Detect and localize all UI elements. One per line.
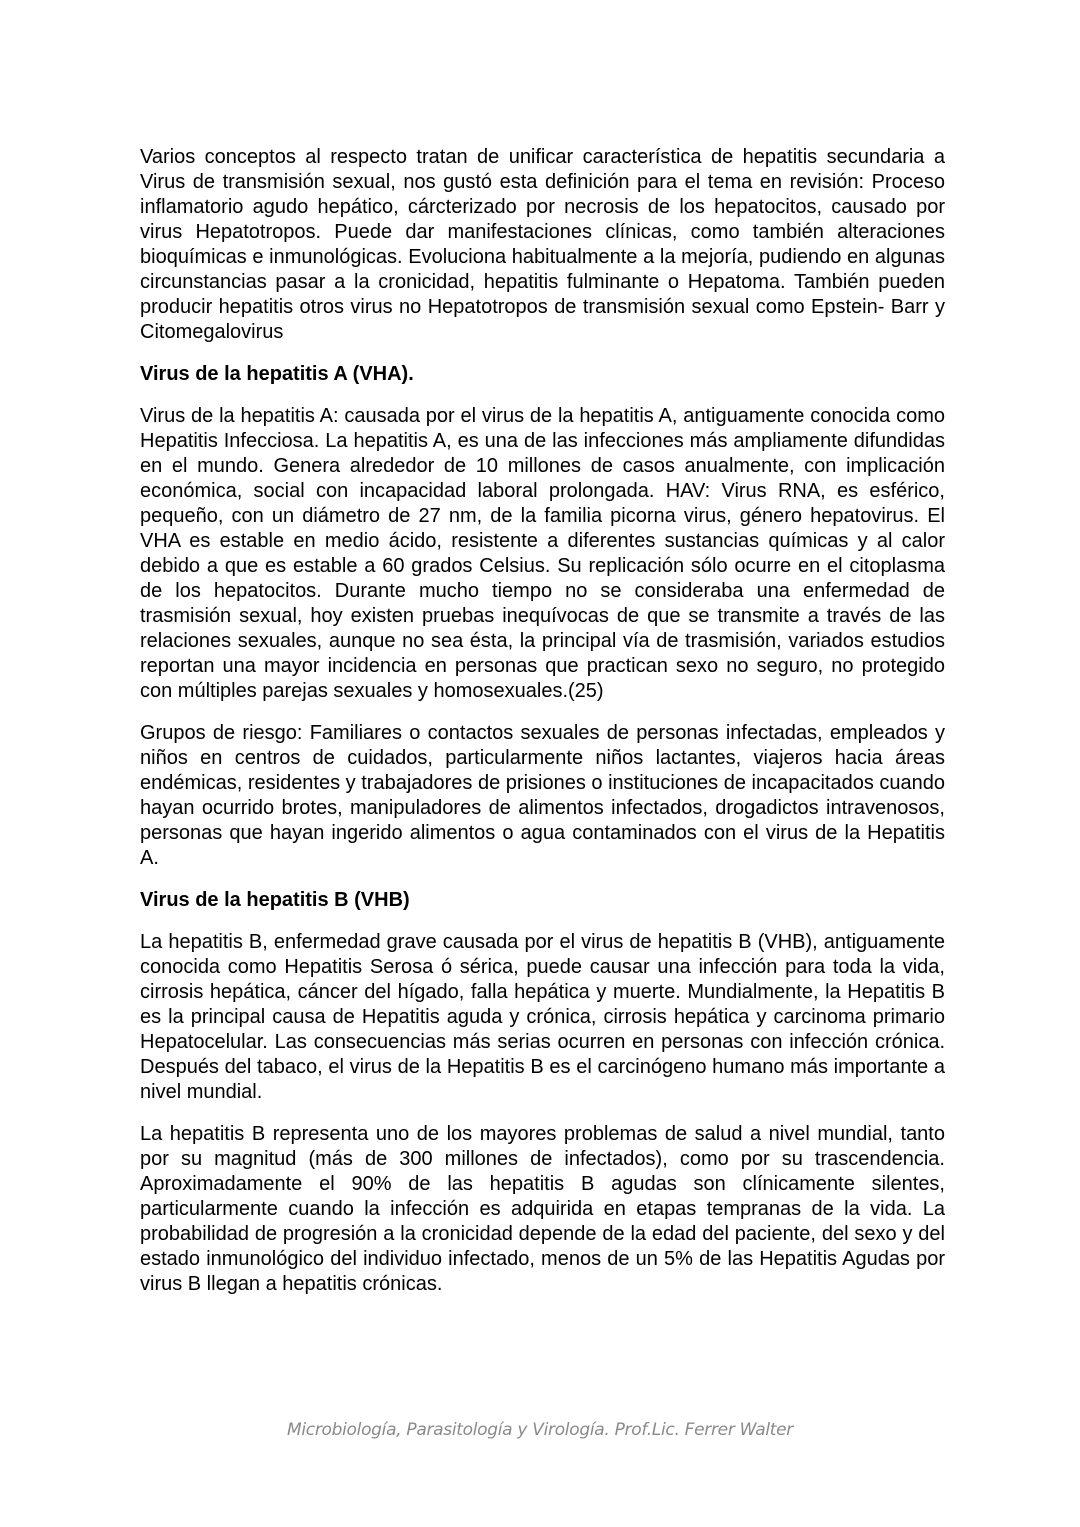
hepatitis-b-paragraph-2: La hepatitis B representa uno de los mayores problemas de salud a nivel mundial, tanto por su magnitud (más de 300 millones de infectados), como por su trascendencia. Aproximadamente el 90% de las hepatitis B agudas son clínicamente silentes, particularmente cuando la infección es adquirida en etapas tempranas de la vida. La probabilidad de progresión a la cronicidad depende de la edad del paciente, del sexo y del estado inmunológico del individuo infectado, menos de un 5% de las Hepatitis Agudas por virus B llegan a hepatitis crónicas.: [140, 1123, 945, 1295]
hepatitis-a-paragraph-2: Grupos de riesgo: Familiares o contactos sexuales de personas infectadas, empleados y niños en centros de cuidados, particularmente niños lactantes, viajeros hacia áreas endémicas, residentes y trabajadores de prisiones o instituciones de incapacitados cuando hayan ocurrido brotes, manipuladores de alimentos infectados, drogadictos intravenosos, personas que hayan ingerido alimentos o agua contaminados con el virus de la Hepatitis A.: [140, 722, 945, 869]
intro-paragraph: Varios conceptos al respecto tratan de unificar característica de hepatitis secundaria a Virus de transmisión sexual, nos gustó esta definición para el tema en revisión: Proceso inflamatorio agudo hepático, cárcterizado por necrosis de los hepatocitos, causado por virus Hepatotropos. Puede dar manifestaciones clínicas, como también alteraciones bioquímicas e inmunológicas. Evoluciona habitualmente a la mejoría, pudiendo en algunas circunstancias pasar a la cronicidad, hepatitis fulminante o Hepatoma. También pueden producir hepatitis otros virus no Hepatotropos de transmisión sexual como Epstein- Barr y Citomegalovirus: [140, 146, 945, 343]
document-body: [140, 145, 945, 1314]
hepatitis-a-paragraph-1: Virus de la hepatitis A: causada por el virus de la hepatitis A, antiguamente conocida como Hepatitis Infecciosa. La hepatitis A, es una de las infecciones más ampliamente difundidas en el mundo. Genera alrededor de 10 millones de casos anualmente, con implicación económica, social con incapacidad laboral prolongada. HAV: Virus RNA, es esférico, pequeño, con un diámetro de 27 nm, de la familia picorna virus, género hepatovirus. El VHA es estable en medio ácido, resistente a diferentes sustancias químicas y al calor debido a que es estable a 60 grados Celsius. Su replicación sólo ocurre en el citoplasma de los hepatocitos. Durante mucho tiempo no se consideraba una enfermedad de trasmisión sexual, hoy existen pruebas inequívocas de que se transmite a través de las relaciones sexuales, aunque no sea ésta, la principal vía de trasmisión, variados estudios reportan una mayor incidencia en personas que practican sexo no seguro, no protegido con múltiples parejas sexuales y homosexuales.(25): [140, 405, 945, 702]
page-footer: Microbiología, Parasitología y Virología. Prof.Lic. Ferrer Walter: [287, 1420, 793, 1440]
hepatitis-b-paragraph-1: La hepatitis B, enfermedad grave causada por el virus de hepatitis B (VHB), antiguamente conocida como Hepatitis Serosa ó sérica, puede causar una infección para toda la vida, cirrosis hepática, cáncer del hígado, falla hepática y muerte. Mundialmente, la Hepatitis B es la principal causa de Hepatitis aguda y crónica, cirrosis hepática y carcinoma primario Hepatocelular. Las consecuencias más serias ocurren en personas con infección crónica. Después del tabaco, el virus de la Hepatitis B es el carcinógeno humano más importante a nivel mundial.: [140, 931, 945, 1103]
section-heading-hepatitis-a: Virus de la hepatitis A (VHA).: [140, 363, 414, 385]
section-heading-hepatitis-b: Virus de la hepatitis B (VHB): [140, 889, 410, 911]
